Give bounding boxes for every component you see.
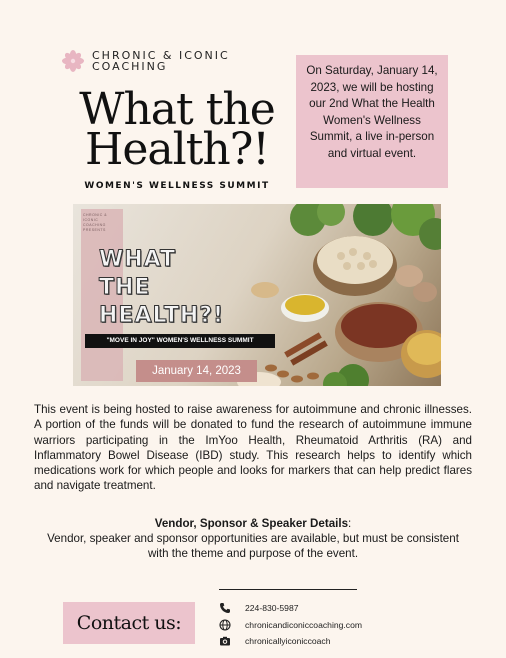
contact-instagram[interactable]: chronicallyiconiccoach: [245, 636, 331, 646]
camera-icon: [219, 635, 231, 647]
details-heading-text: Vendor, Sponsor & Speaker Details: [154, 517, 349, 530]
phone-icon: [219, 602, 231, 614]
title-line-2: Health?!: [84, 124, 269, 175]
announcement-box: On Saturday, January 14, 2023, we will be hosting our 2nd What the Health Women's Wellness Summit, a live in-person and virtual event.: [296, 55, 448, 188]
contact-website-row[interactable]: [219, 617, 362, 633]
hero-date-badge: January 14, 2023: [136, 360, 257, 382]
details-heading-colon: :: [348, 517, 352, 530]
contact-divider: [219, 589, 357, 590]
details-heading: [34, 516, 472, 531]
contact-phone[interactable]: 224-830-5987: [245, 603, 299, 613]
brand-line-2: COACHING: [92, 60, 168, 73]
hero-line-1: WHAT: [99, 247, 177, 272]
title-line-1: What the: [79, 84, 275, 135]
brand-name: [92, 50, 230, 72]
contact-instagram-row[interactable]: [219, 633, 362, 649]
hero-line-2: THE: [99, 275, 151, 300]
brand-header: [62, 50, 230, 72]
globe-icon: [219, 619, 231, 631]
page-subtitle: WOMEN'S WELLNESS SUMMIT: [84, 181, 270, 191]
flower-icon: [62, 50, 84, 72]
hero-image: [73, 204, 441, 386]
contact-phone-row[interactable]: [219, 600, 362, 616]
hero-line-3: HEALTH?!: [99, 303, 225, 328]
event-description: This event is being hosted to raise awareness for autoimmune and chronic illnesses. A portion of the funds will be donated to fund the research of autoimmune immune warriors participating in the ImYoo Health, Rheumatoid Arthritis (RA) and Inflammatory Bowel Disease (IBD) study. This research helps to identify which medications work for which people and looks for markers that can help predict flares and navigate treatment.: [34, 403, 472, 493]
hero-tagline: "MOVE IN JOY" WOMEN'S WELLNESS SUMMIT: [85, 334, 275, 348]
hero-small-brand: CHRONIC & ICONIC COACHING PRESENTS: [83, 213, 108, 232]
contact-list: [219, 600, 362, 650]
contact-label: Contact us:: [63, 602, 195, 644]
brand-line-1: CHRONIC & ICONIC: [92, 49, 230, 62]
hero-headline: [99, 246, 224, 330]
details-text: Vendor, speaker and sponsor opportunities are available, but must be consistent with the theme and purpose of the event.: [47, 532, 459, 561]
contact-website[interactable]: chronicandiconiccoaching.com: [245, 619, 363, 630]
page-title: [62, 84, 292, 175]
